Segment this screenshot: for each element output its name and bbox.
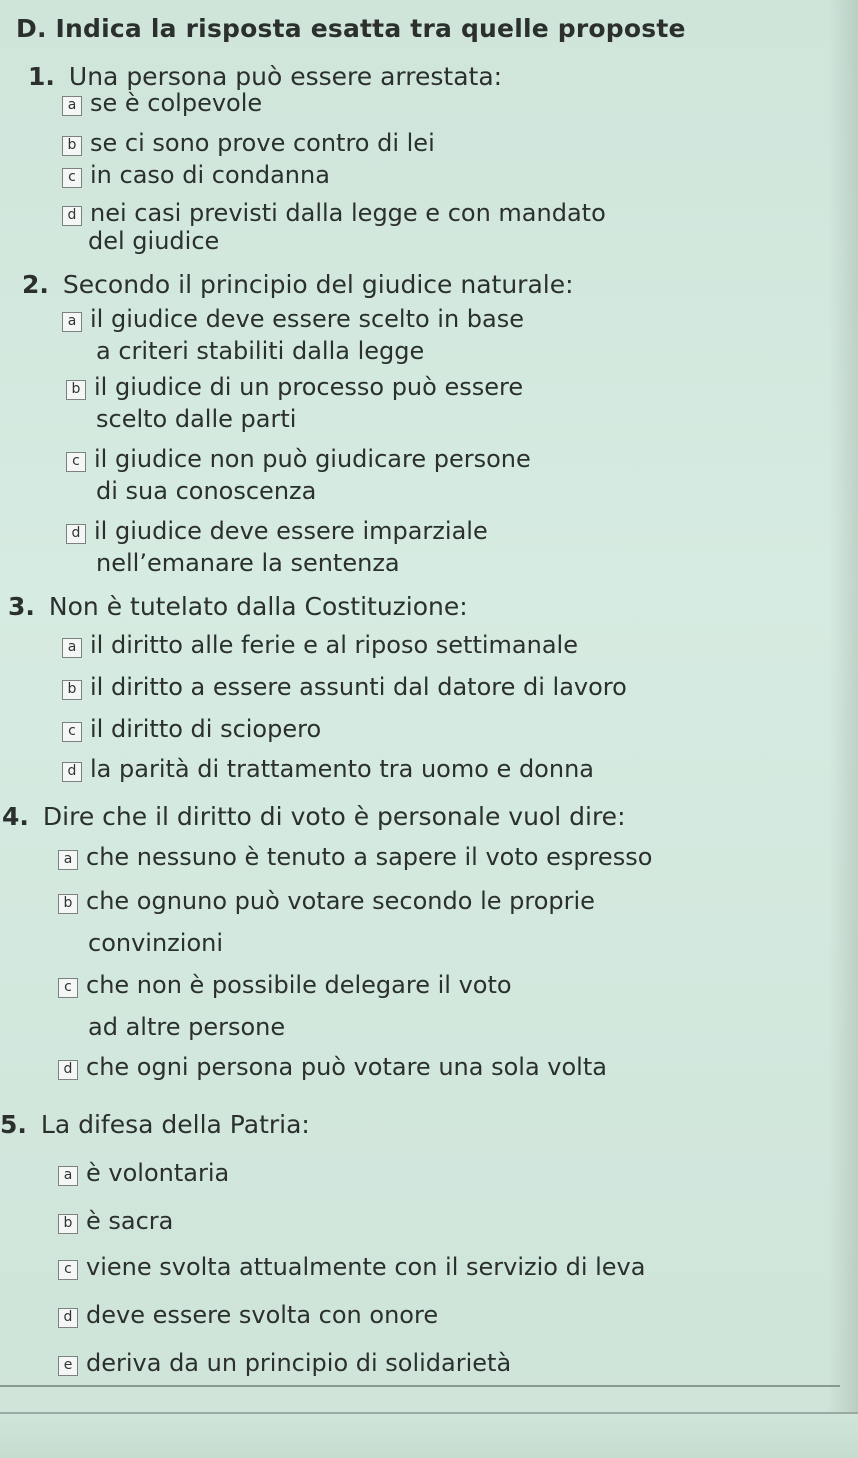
option-text: il diritto alle ferie e al riposo settimanale — [90, 631, 578, 659]
option-text: il giudice deve essere imparziale — [94, 517, 488, 545]
option-letter-box: c — [62, 168, 82, 188]
q5-option-c[interactable] — [58, 1250, 645, 1284]
option-letter-box: b — [58, 1214, 78, 1234]
option-text: il diritto a essere assunti dal datore di lavoro — [90, 673, 627, 701]
option-text: se è colpevole — [90, 89, 263, 117]
bottom-divider — [0, 1385, 840, 1387]
q5-option-b[interactable] — [58, 1204, 173, 1238]
q3-option-b[interactable] — [62, 670, 627, 704]
question-text: Secondo il principio del giudice naturale: — [62, 270, 574, 299]
option-text: in caso di condanna — [90, 161, 330, 189]
question-3 — [8, 592, 468, 621]
question-number: 3. — [8, 592, 35, 621]
question-text: Non è tutelato dalla Costituzione: — [48, 592, 468, 621]
q4-option-a[interactable] — [58, 840, 652, 874]
option-continuation: ad altre persone — [88, 1013, 286, 1041]
option-letter-box: c — [66, 452, 86, 472]
option-continuation: a criteri stabiliti dalla legge — [96, 337, 425, 365]
option-letter-box: d — [58, 1060, 78, 1080]
option-letter-box: c — [58, 978, 78, 998]
option-text: deriva da un principio di solidarietà — [86, 1349, 512, 1377]
option-letter-box: c — [62, 722, 82, 742]
q3-option-c[interactable] — [62, 712, 321, 746]
q3-option-a[interactable] — [62, 628, 578, 662]
question-text: La difesa della Patria: — [40, 1110, 310, 1139]
question-5 — [0, 1110, 310, 1139]
option-letter-box: b — [58, 894, 78, 914]
option-letter-box: d — [58, 1308, 78, 1328]
q1-option-a[interactable] — [62, 86, 262, 120]
option-continuation: di sua conoscenza — [96, 477, 317, 505]
option-letter-box: d — [62, 762, 82, 782]
q1-option-c[interactable] — [62, 158, 330, 192]
option-letter-box: c — [58, 1260, 78, 1280]
q3-option-d[interactable] — [62, 752, 594, 786]
option-letter-box: b — [62, 680, 82, 700]
option-text: è sacra — [86, 1207, 174, 1235]
question-text: Dire che il diritto di voto è personale vuol dire: — [42, 802, 626, 831]
option-letter-box: a — [62, 96, 82, 116]
option-letter-box: a — [58, 1166, 78, 1186]
option-continuation: nell’emanare la sentenza — [96, 549, 400, 577]
question-number: 2. — [22, 270, 49, 299]
q5-option-d[interactable] — [58, 1298, 438, 1332]
option-text: se ci sono prove contro di lei — [90, 129, 435, 157]
option-letter-box: d — [66, 524, 86, 544]
question-4 — [2, 802, 626, 831]
question-text: Una persona può essere arrestata: — [68, 62, 503, 91]
bottom-strip — [0, 1412, 858, 1458]
option-text: nei casi previsti dalla legge e con mandato — [90, 199, 606, 227]
option-text: il giudice deve essere scelto in base — [90, 305, 525, 333]
q4-option-c[interactable] — [58, 968, 512, 1002]
option-text: la parità di trattamento tra uomo e donna — [90, 755, 594, 783]
option-letter-box: e — [58, 1356, 78, 1376]
option-letter-box: d — [62, 206, 82, 226]
option-continuation: scelto dalle parti — [96, 405, 297, 433]
option-letter-box: a — [62, 312, 82, 332]
option-text: il giudice di un processo può essere — [94, 373, 524, 401]
option-text: che ognuno può votare secondo le proprie — [86, 887, 595, 915]
q1-option-b[interactable] — [62, 126, 435, 160]
option-continuation: convinzioni — [88, 929, 223, 957]
option-text: il giudice non può giudicare persone — [94, 445, 531, 473]
question-number: 5. — [0, 1110, 27, 1139]
q5-option-a[interactable] — [58, 1156, 229, 1190]
option-text: deve essere svolta con onore — [86, 1301, 439, 1329]
page-edge-shadow — [828, 0, 858, 1456]
q2-option-a[interactable] — [62, 302, 524, 336]
option-letter-box: b — [66, 380, 86, 400]
q5-option-e[interactable] — [58, 1346, 511, 1380]
option-text: è volontaria — [86, 1159, 230, 1187]
option-letter-box: a — [62, 638, 82, 658]
question-2 — [22, 270, 574, 299]
section-header: D. Indica la risposta esatta tra quelle proposte — [16, 14, 686, 43]
q4-option-b[interactable] — [58, 884, 595, 918]
option-text: che non è possibile delegare il voto — [86, 971, 512, 999]
q4-option-d[interactable] — [58, 1050, 607, 1084]
option-text: che nessuno è tenuto a sapere il voto espresso — [86, 843, 653, 871]
q2-option-d[interactable] — [66, 514, 488, 548]
q2-option-b[interactable] — [66, 370, 523, 404]
option-letter-box: b — [62, 136, 82, 156]
q2-option-c[interactable] — [66, 442, 531, 476]
option-letter-box: a — [58, 850, 78, 870]
option-continuation: del giudice — [88, 227, 220, 255]
option-text: viene svolta attualmente con il servizio di leva — [86, 1253, 646, 1281]
question-number: 1. — [28, 62, 55, 91]
question-number: 4. — [2, 802, 29, 831]
option-text: che ogni persona può votare una sola volta — [86, 1053, 607, 1081]
option-text: il diritto di sciopero — [90, 715, 322, 743]
